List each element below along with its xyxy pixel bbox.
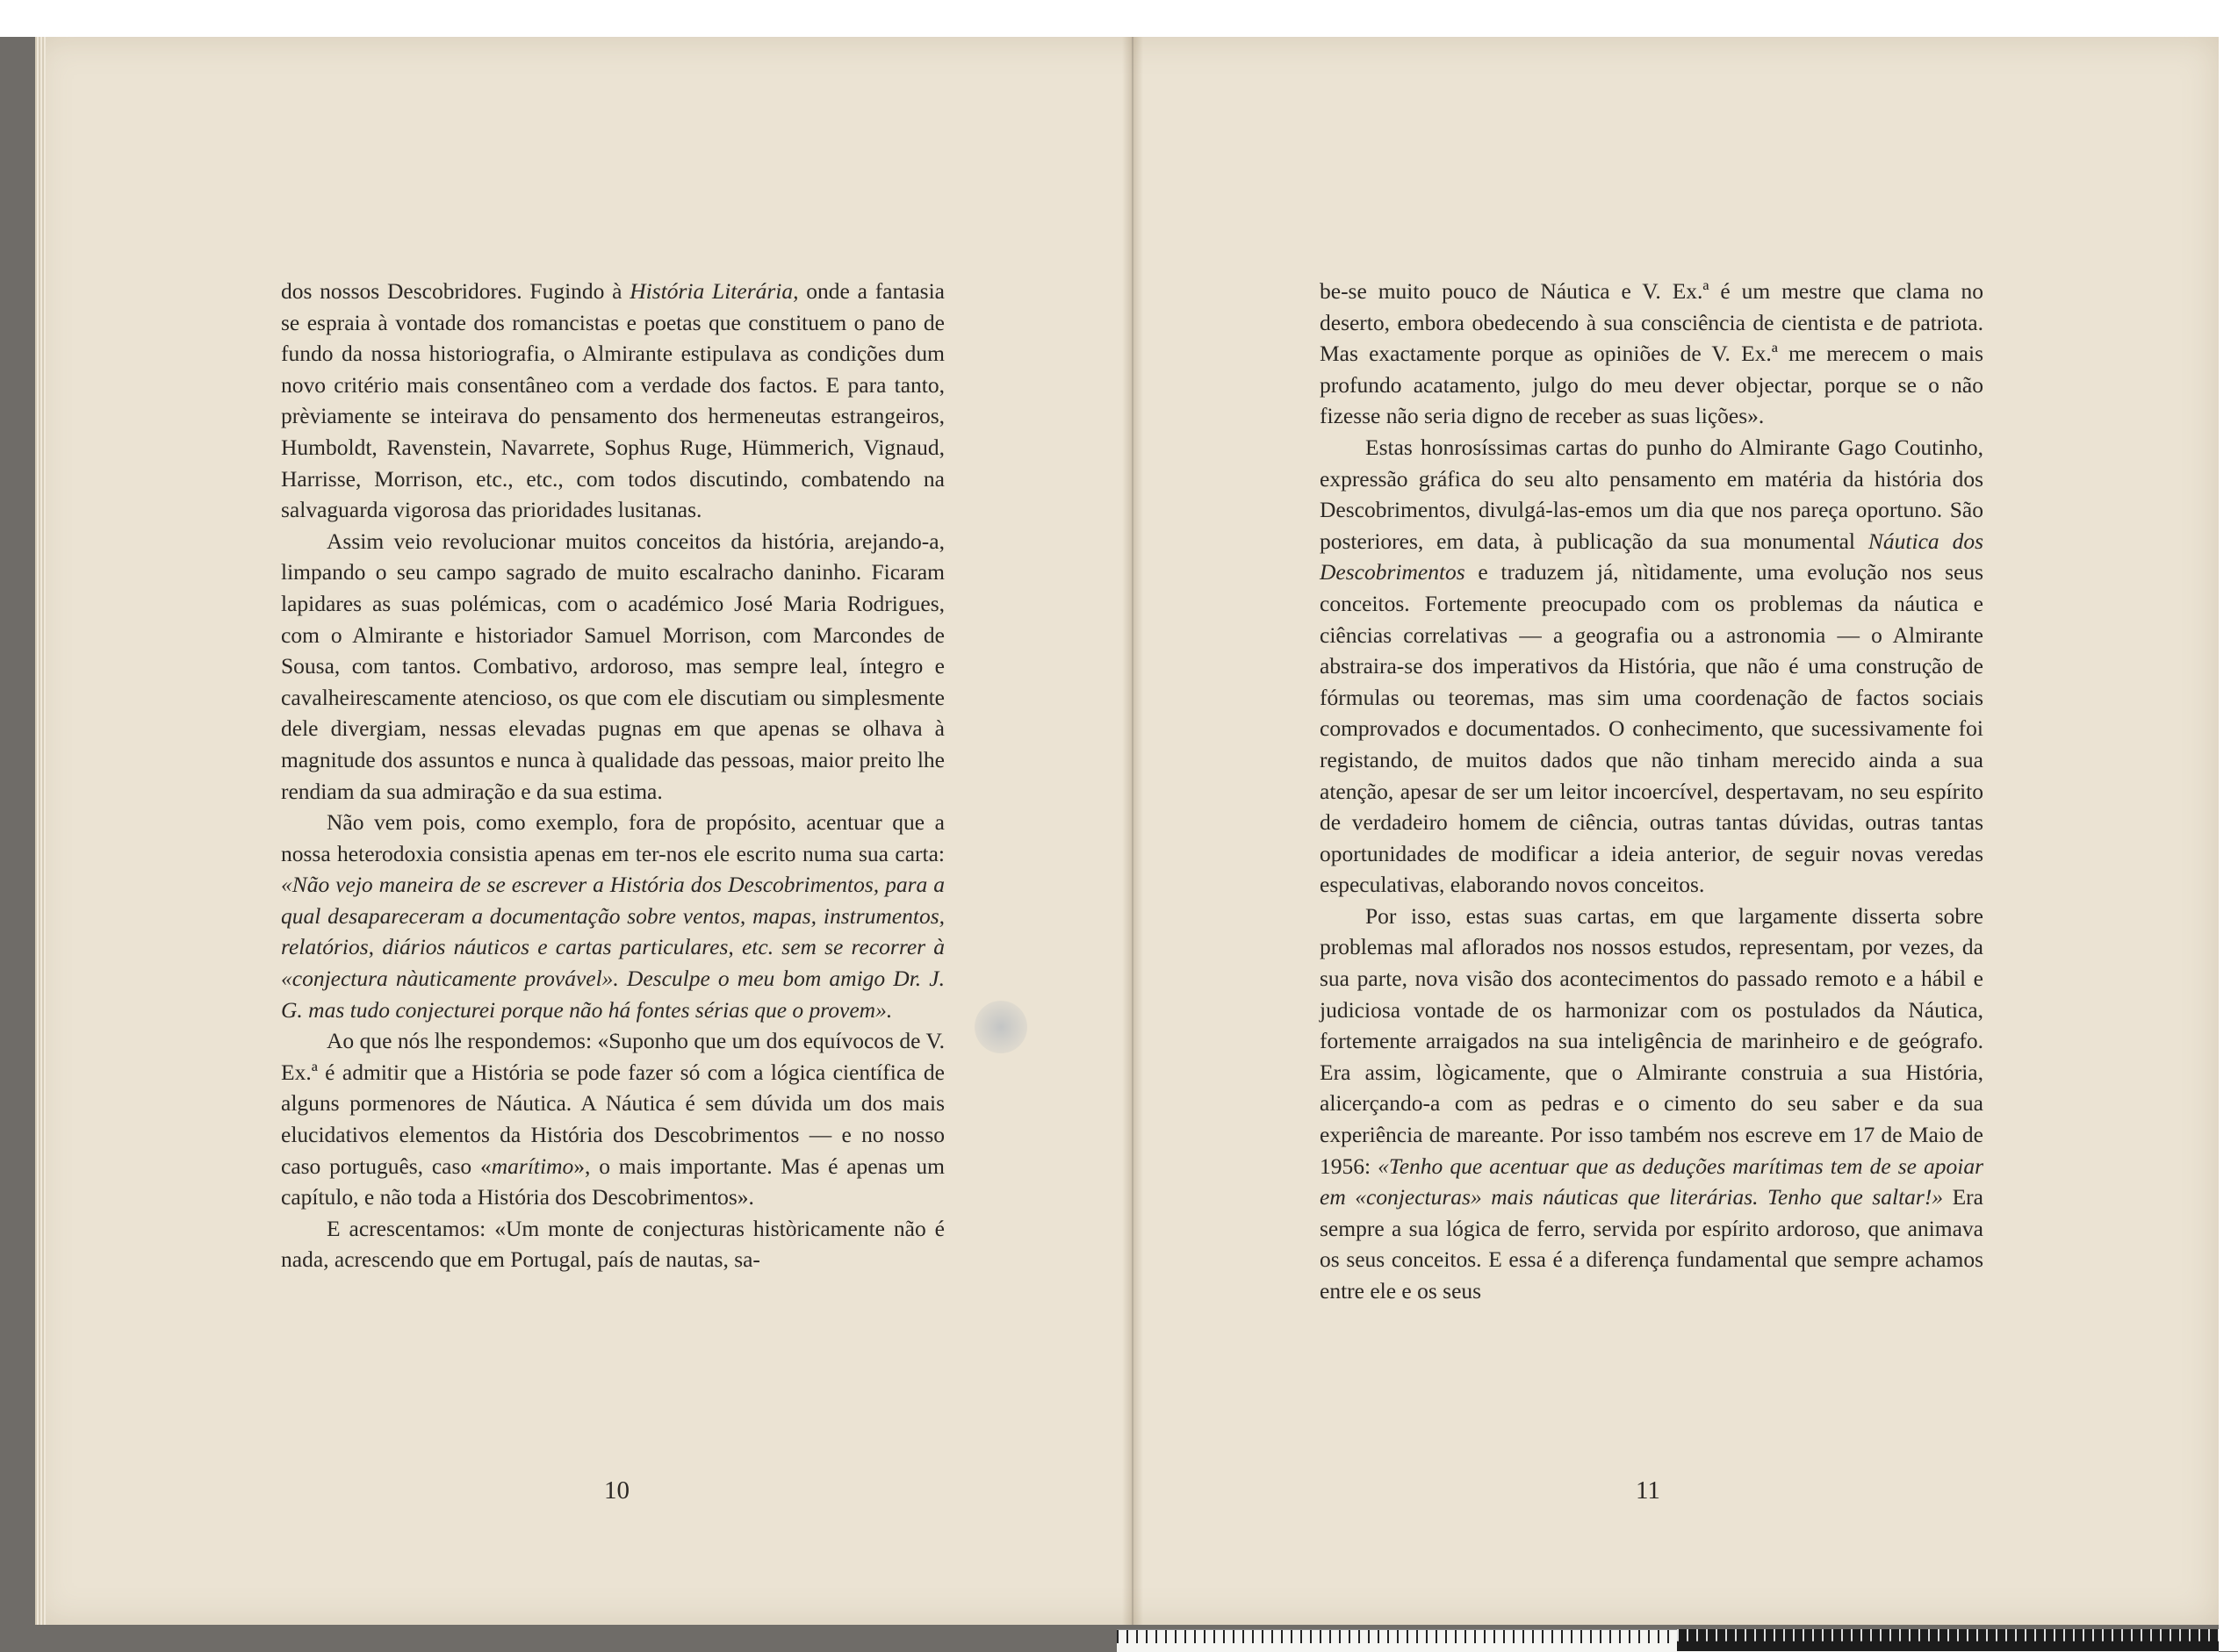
right-page-text: [1320, 276, 1983, 1307]
page-number-right: 11: [1636, 1476, 1660, 1505]
paragraph: Não vem pois, como exemplo, fora de propósito, acentuar que a nossa heterodoxia consistia apenas em ter-nos ele escrito numa sua carta: «Não vejo maneira de se escrever a História dos Descobrimentos, para a qual desapareceram a documentação sobre ventos, mapas, instrumentos, relatórios, diários náuticos e cartas particulares, etc. sem se recorrer à «conjectura nàuticamente provável». Desculpe o meu bom amigo Dr. J. G. mas tudo conjecturei porque não há fontes sérias que o provem».: [281, 809, 945, 1023]
paragraph: Ao que nós lhe respondemos: «Suponho que um dos equívocos de V. Ex.ª é admitir que a História se pode fazer só com a lógica científica de alguns pormenores de Náutica. A Náutica é sem dúvida um dos mais elucidativos elementos da História dos Descobrimentos — e no nosso caso português, caso «marítimo», o mais importante. Mas é apenas um capítulo, e não toda a História dos Descobrimentos».: [281, 1028, 945, 1210]
book-spread: [35, 37, 2219, 1625]
right-page: [1133, 37, 2219, 1625]
scan-top-border: [0, 0, 2238, 37]
scan-right-border: [2219, 0, 2238, 1651]
italic-text: Náutica dos Descobrimentos: [1320, 528, 1983, 585]
left-page-text: [281, 276, 945, 1275]
paragraph: Estas honrosíssimas cartas do punho do Almirante Gago Coutinho, expressão gráfica do seu alto pensamento em matéria da história dos Descobrimentos, divulgá-las-emos um dia que nos pareça oportuno. São posteriores, em data, à publicação da sua monumental Náutica dos Descobrimentos e traduzem já, nìtidamente, uma evolução nos seus conceitos. Fortemente preocupado com os problemas da náutica e ciências correlativas — a geografia ou a astronomia — o Almirante abstraira-se dos imperativos da História, que não é uma construção de fórmulas ou teoremas, mas sim uma coordenação de factos sociais comprovados e documentados. O conhecimento, que sucessivamente foi registando, de muitos dados que não tinham merecido ainda a sua atenção, apesar de ser um leitor incoercível, despertavam, no seu espírito de verdadeiro homem de ciência, outras tantas dúvidas, outras tantas oportunidades de modificar a ideia anterior, de seguir novas veredas especulativas, elaborando novos conceitos.: [1320, 434, 1983, 898]
paragraph: be-se muito pouco de Náutica e V. Ex.ª é um mestre que clama no deserto, embora obedecendo à sua consciência de cientista e de patriota. Mas exactamente porque as opiniões de V. Ex.ª me merecem o mais profundo acatamento, julgo do meu dever objectar, porque se o não fizesse não seria digno de receber as suas lições».: [1320, 278, 1983, 429]
paragraph: Por isso, estas suas cartas, em que largamente disserta sobre problemas mal aflorados nos nossos estudos, representam, por vezes, da sua parte, nova visão dos acontecimentos do passado remoto e a hábil e judiciosa vontade de os harmonizar com os postulados da Náutica, fortemente arraigados na sua inteligência de marinheiro e de geógrafo. Era assim, lògicamente, que o Almirante construia a sua História, alicerçando-a com as pedras e o cimento do seu saber e da sua experiência de mareante. Por isso também nos escreve em 17 de Maio de 1956: «Tenho que acentuar que as deduções marítimas tem de se apoiar em «conjecturas» mais náuticas que literárias. Tenho que saltar!» Era sempre a sua lógica de ferro, servida por espírito ardoroso, que animava os seus conceitos. E essa é a diferença fundamental que sempre achamos entre ele e os seus: [1320, 902, 1983, 1304]
left-page: [35, 37, 1131, 1625]
italic-text: «Não vejo maneira de se escrever a História dos Descobrimentos, para a qual desapareceram a documentação sobre ventos, mapas, instrumentos, relatórios, diários náuticos e cartas particulares, etc. sem se recorrer à «conjectura nàuticamente provável». Desculpe o meu bom amigo Dr. J. G. mas tudo conjecturei porque não há fontes sérias que o provem».: [281, 872, 945, 1023]
italic-text: História Literária,: [630, 278, 799, 304]
scale-ruler-dark-section: [1677, 1629, 2219, 1651]
page-number-left: 10: [604, 1476, 630, 1505]
paper-stain: [975, 1001, 1027, 1053]
paragraph: Assim veio revolucionar muitos conceitos da história, arejando-a, limpando o seu campo sagrado de muito escalracho daninho. Ficaram lapidares as suas polémicas, com o académico José Maria Rodrigues, com o Almirante e historiador Samuel Morrison, com Marcondes de Sousa, com tantos. Combativo, ardoroso, mas sempre leal, íntegro e cavalheirescamente atencioso, os que com ele discutiam ou simplesmente dele divergiam, nessas elevadas pugnas em que apenas se olhava à magnitude dos assuntos e nunca à qualidade das pessoas, maior preito lhe rendiam da sua admiração e da sua estima.: [281, 528, 945, 804]
italic-text: «Tenho que acentuar que as deduções marítimas tem de se apoiar em «conjecturas» mais náuticas que literárias. Tenho que saltar!»: [1320, 1153, 1983, 1210]
italic-text: marítimo: [491, 1153, 574, 1179]
paragraph: dos nossos Descobridores. Fugindo à História Literária, onde a fantasia se espraia à vontade dos romancistas e poetas que constituem o pano de fundo da nossa historiografia, o Almirante estipulava as condições dum novo critério mais consentâneo com a verdade dos factos. E para tanto, prèviamente se inteirava do pensamento dos hermeneutas estrangeiros, Humboldt, Ravenstein, Navarrete, Sophus Ruge, Hümmerich, Vignaud, Harrisse, Morrison, etc., etc., com todos discutindo, combatendo na salvaguarda vigorosa das prioridades lusitanas.: [281, 278, 945, 523]
paragraph: E acrescentamos: «Um monte de conjecturas històricamente não é nada, acrescendo que em Portugal, país de nautas, sa-: [281, 1215, 945, 1273]
